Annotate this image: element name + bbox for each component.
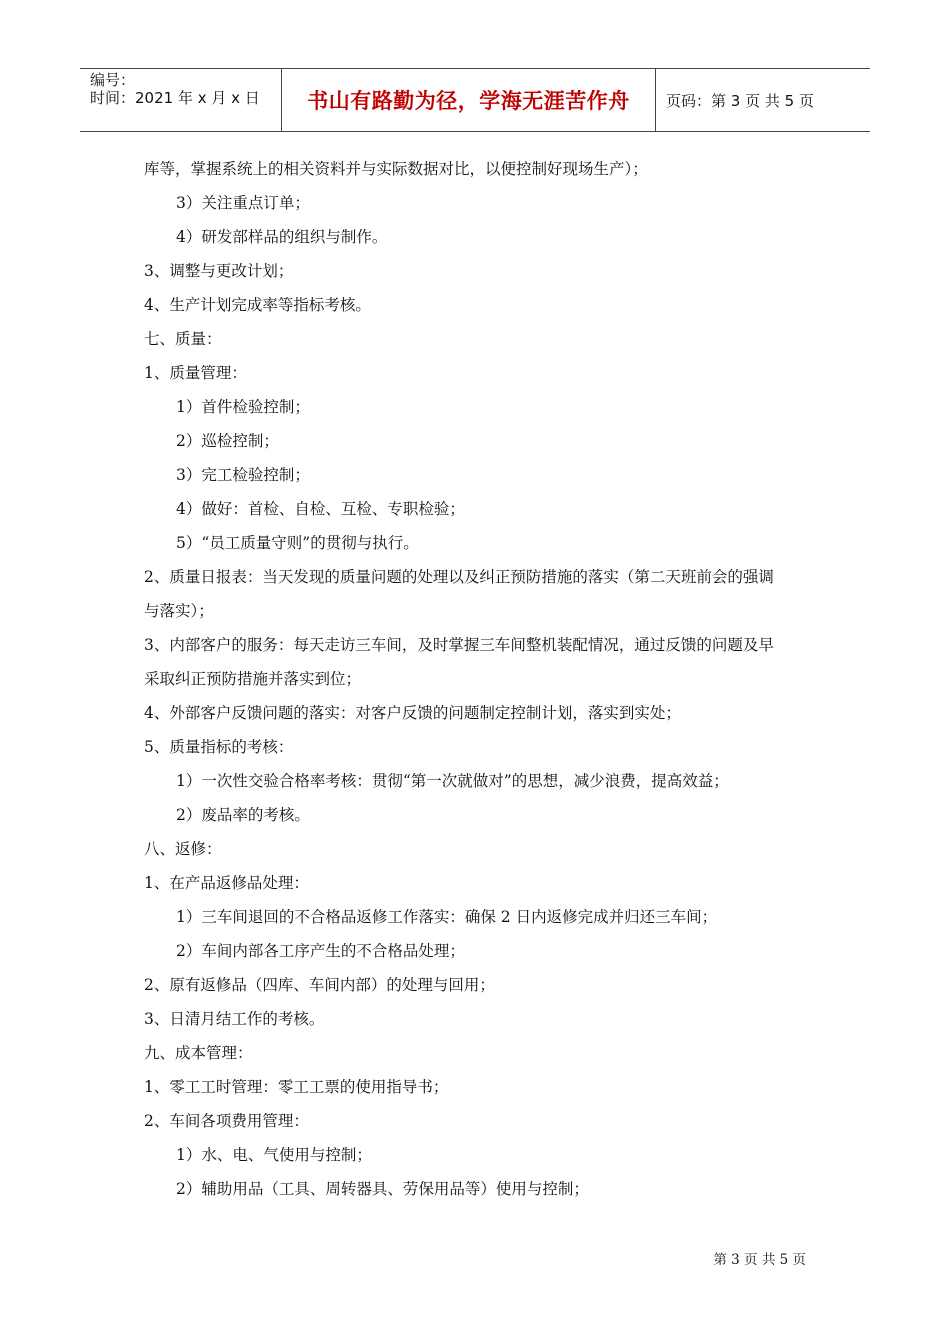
sub-list-item: 3）关注重点订单； xyxy=(176,194,310,212)
paragraph-line: 1、零工工时管理：零工工票的使用指导书； xyxy=(144,1078,449,1096)
paragraph-line: 七、质量： xyxy=(144,330,222,348)
paragraph-line: 八、返修： xyxy=(144,840,222,858)
paragraph-line: 3、日清月结工作的考核。 xyxy=(144,1010,325,1028)
sub-list-item: 3）完工检验控制； xyxy=(176,466,310,484)
paragraph-line: 九、成本管理： xyxy=(144,1044,253,1062)
sub-list-item: 1）首件检验控制； xyxy=(176,398,310,416)
sub-list-item: 2）废品率的考核。 xyxy=(176,806,310,824)
sub-list-item: 2）车间内部各工序产生的不合格品处理； xyxy=(176,942,465,960)
paragraph-line: 4、外部客户反馈问题的落实：对客户反馈的问题制定控制计划，落实到实处； xyxy=(144,704,681,722)
paragraph-line: 1、质量管理： xyxy=(144,364,247,382)
footer-page-number: 第 3 页 共 5 页 xyxy=(713,1252,806,1268)
paragraph-line: 4、生产计划完成率等指标考核。 xyxy=(144,296,371,314)
paragraph-line: 3、内部客户的服务：每天走访三车间，及时掌握三车间整机装配情况，通过反馈的问题及早 xyxy=(144,636,774,654)
document-date: 时间：2021 年 x 月 x 日 xyxy=(90,89,260,107)
paragraph-line: 2、质量日报表：当天发现的质量问题的处理以及纠正预防措施的落实（第二天班前会的强调 xyxy=(144,568,774,586)
sub-list-item: 1）三车间退回的不合格品返修工作落实：确保 2 日内返修完成并归还三车间； xyxy=(176,908,718,926)
paragraph-line: 3、调整与更改计划； xyxy=(144,262,294,280)
document-body xyxy=(144,152,814,1206)
sub-list-item: 2）巡检控制； xyxy=(176,432,279,450)
paragraph-line: 库等，掌握系统上的相关资料并与实际数据对比，以便控制好现场生产）； xyxy=(144,160,648,178)
paragraph-line: 2、原有返修品（四库、车间内部）的处理与回用； xyxy=(144,976,495,994)
paragraph-line: 与落实）； xyxy=(144,602,214,620)
paragraph-line: 采取纠正预防措施并落实到位； xyxy=(144,670,362,688)
header-page-number: 页码：第 3 页 共 5 页 xyxy=(666,91,814,110)
header-meta xyxy=(80,69,282,131)
sub-list-item: 4）研发部样品的组织与制作。 xyxy=(176,228,388,246)
sub-list-item: 1）水、电、气使用与控制； xyxy=(176,1146,372,1164)
header-motto: 书山有路勤为径，学海无涯苦作舟 xyxy=(282,69,656,131)
paragraph-line: 2、车间各项费用管理： xyxy=(144,1112,309,1130)
sub-list-item: 2）辅助用品（工具、周转器具、劳保用品等）使用与控制； xyxy=(176,1180,589,1198)
paragraph-line: 5、质量指标的考核： xyxy=(144,738,294,756)
sub-list-item: 1）一次性交验合格率考核：贯彻“第一次就做对”的思想，减少浪费，提高效益； xyxy=(176,772,729,790)
paragraph-line: 1、在产品返修品处理： xyxy=(144,874,309,892)
document-number-label: 编号： xyxy=(90,71,136,89)
sub-list-item: 5）“员工质量守则”的贯彻与执行。 xyxy=(176,534,419,552)
sub-list-item: 4）做好：首检、自检、互检、专职检验； xyxy=(176,500,465,518)
page-header xyxy=(80,68,870,132)
